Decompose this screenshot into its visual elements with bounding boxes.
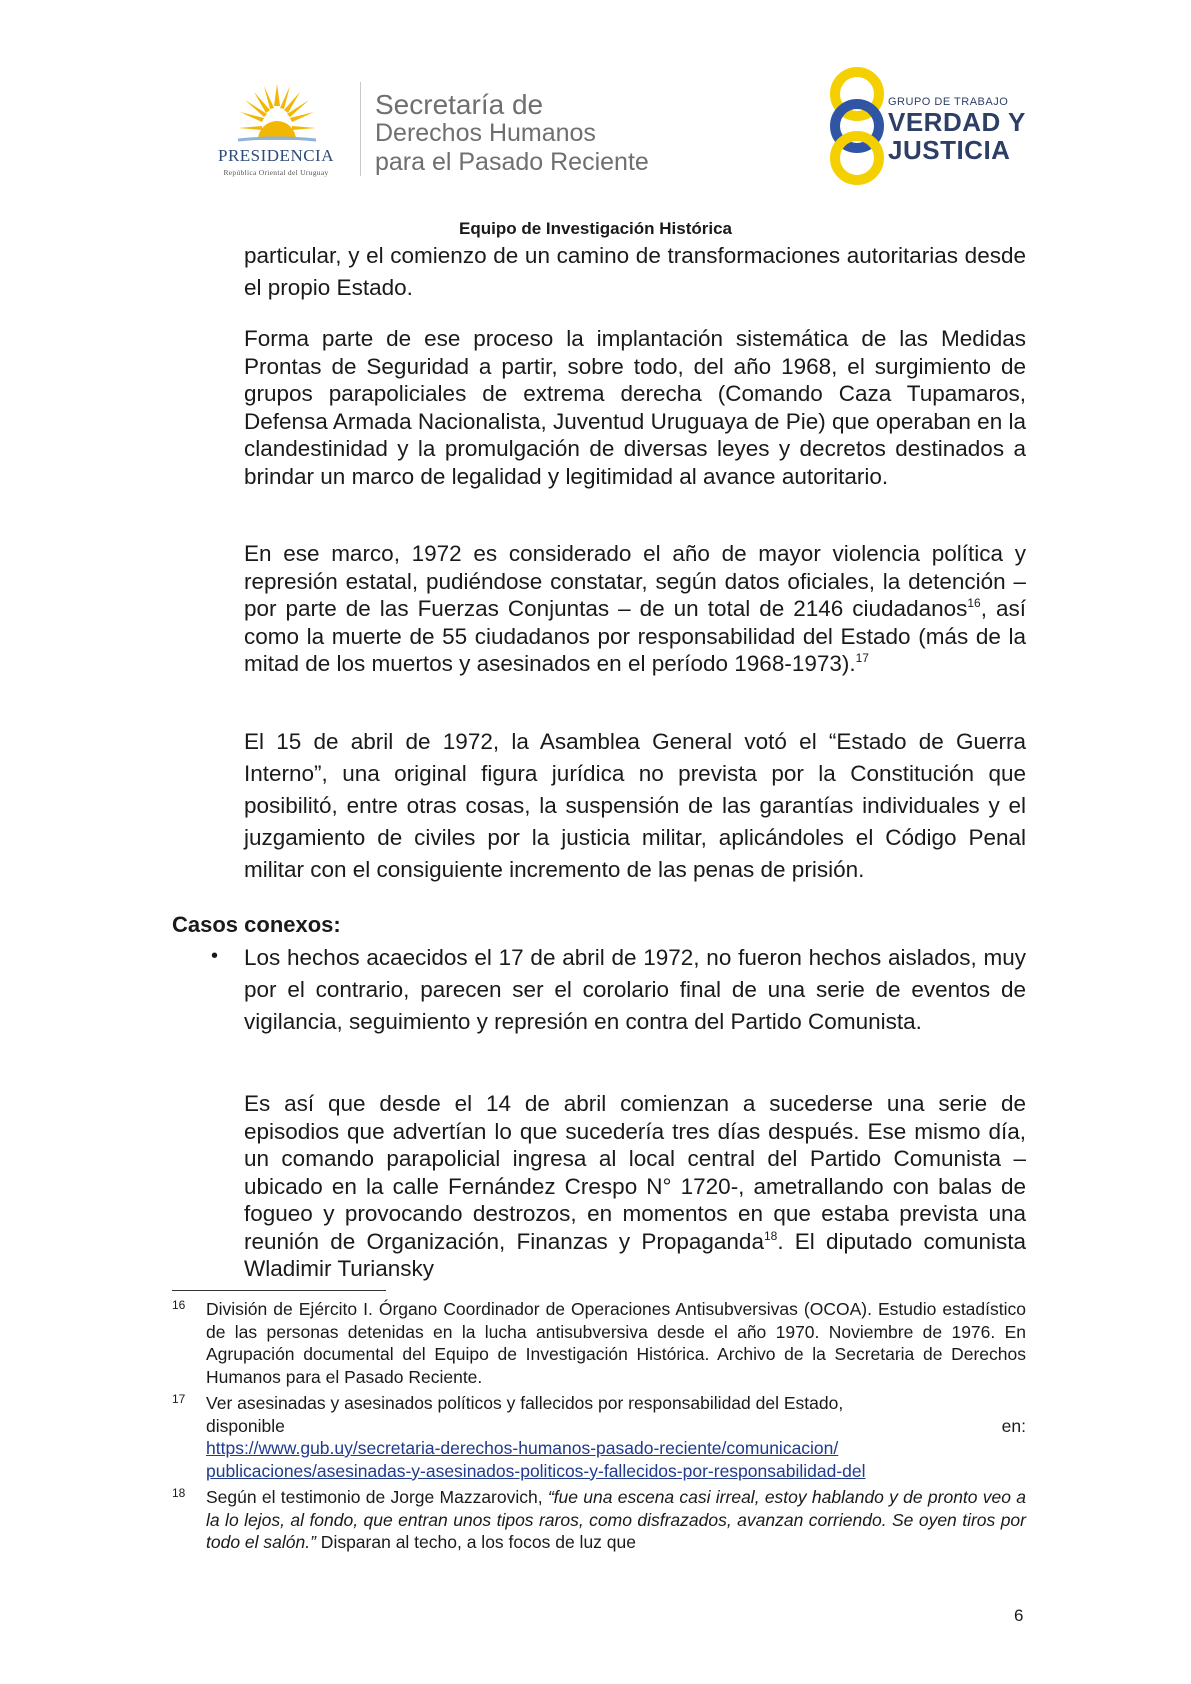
presidencia-subtitle: República Oriental del Uruguay (223, 168, 329, 177)
paragraph-3-part-2: , así como la muerte de 55 ciudadanos por responsabilidad del Estado (más de la mitad de los muertos y asesinados en el período 1968-1973). (244, 596, 1026, 676)
paragraph-5: Los hechos acaecidos el 17 de abril de 1972, no fueron hechos aislados, muy por el contrario, parecen ser el corolario final de una serie de eventos de vigilancia, seguimiento y represión en contra del Partido Comunista. (244, 945, 1026, 1034)
footnote-17-disponible: disponible (206, 1415, 285, 1436)
paragraph-3-part-1: En ese marco, 1972 es considerado el año de mayor violencia política y represión estatal, pudiéndose constatar, según datos oficiales, la detención – por parte de las Fuerzas Conjuntas – de un total de 2146 ciudadanos (244, 541, 1026, 621)
footnote-17-link-line-1[interactable]: https://www.gub.uy/secretaria-derechos-humanos-pasado-reciente/comunicacion/ (206, 1438, 839, 1458)
paragraph-6-part-1: Es así que desde el 14 de abril comienzan a sucederse una serie de episodios que advertían lo que sucedería tres días después. Ese mismo día, un comando parapolicial ingresa al local central del Partido Comunista –ubicado en la calle Fernández Crespo N° 1720-, ametrallando con balas de fogueo y provocando destrozos, en momentos en que estaba prevista una reunión de Organización, Finanzas y Propaganda (244, 1091, 1026, 1254)
paragraph-2: Forma parte de ese proceso la implantación sistemática de las Medidas Prontas de Seguridad a partir, sobre todo, del año 1968, el surgimiento de grupos parapoliciales de extrema derecha (Comando Caza Tupamaros, Defensa Armada Nacionalista, Juventud Uruguaya de Pie) que operaban en la clandestinidad y la promulgación de diversas leyes y decretos destinados a brindar un marco de legalidad y legitimidad al avance autoritario. (244, 326, 1026, 489)
footnote-18-quote: “fue una escena casi irreal, estoy hablando y de pronto veo a la lo lejos, al fondo, que entran unos tipos raros, como disfrazados, avanzan corriendo. Se oyen tiros por todo el salón.” (206, 1487, 1026, 1552)
presidencia-name: PRESIDENCIA (217, 146, 334, 165)
bullet-icon: • (211, 945, 219, 967)
footnote-18-number: 18 (172, 1486, 186, 1500)
secretaria-line-1: Secretaría de (375, 89, 544, 120)
grupo-line-1: GRUPO DE TRABAJO (888, 96, 1009, 108)
footnote-16: División de Ejército I. Órgano Coordinador de Operaciones Antisubversivas (OCOA). Estudio estadístico de las personas detenidas en la lucha antisubversiva desde el año 1970. Noviembre de 1976. En Agrupación documental del Equipo de Investigación Histórica. Archivo de la Secretaria de Derechos Humanos para el Pasado Reciente. (206, 1299, 1026, 1387)
secretaria-line-3: para el Pasado Reciente (375, 148, 649, 176)
page-number: 6 (1014, 1606, 1024, 1625)
footnote-17-link-line-2[interactable]: publicaciones/asesinadas-y-asesinados-politicos-y-fallecidos-por-responsabilidad-del (206, 1460, 866, 1481)
footnote-17-row (206, 1415, 1026, 1438)
footnote-separator (172, 1290, 386, 1291)
header-divider (360, 82, 361, 176)
grupo-line-3: JUSTICIA (888, 135, 1011, 165)
paragraph-1: particular, y el comienzo de un camino de transformaciones autoritarias desde el propio Estado. (244, 243, 1026, 300)
footnote-18-end: Disparan al techo, a los focos de luz que (315, 1532, 636, 1552)
paragraph-6-part-2: . El diputado comunista Wladimir Turiansky (244, 1228, 1026, 1281)
footnote-16-number: 16 (172, 1298, 186, 1312)
footnote-18 (206, 1486, 1026, 1554)
footnote-18-intro: Según el testimonio de Jorge Mazzarovich, (206, 1487, 548, 1507)
secretaria-title (375, 90, 649, 177)
team-title: Equipo de Investigación Histórica (459, 219, 732, 238)
paragraph-4: El 15 de abril de 1972, la Asamblea General votó el “Estado de Guerra Interno”, una original figura jurídica no prevista por la Constitución que posibilitó, entre otras cosas, la suspensión de las garantías individuales y el juzgamiento de civiles por la justicia militar, aplicándoles el Código Penal militar con el consiguiente incremento de las penas de prisión. (244, 729, 1026, 882)
secretaria-line-2: Derechos Humanos (375, 119, 596, 147)
footnote-ref-17[interactable]: 17 (855, 651, 869, 665)
grupo-trabajo-title (888, 96, 1026, 164)
sun-emblem-icon (236, 82, 318, 152)
footnote-17 (206, 1392, 1026, 1482)
section-heading: Casos conexos: (172, 912, 341, 937)
paragraph-6 (244, 1090, 1026, 1283)
footnote-17-number: 17 (172, 1392, 186, 1406)
footnote-ref-16[interactable]: 16 (967, 596, 981, 610)
footnote-ref-18[interactable]: 18 (763, 1228, 778, 1243)
presidencia-logo (196, 82, 356, 184)
footnote-17-en: en: (1001, 1415, 1026, 1436)
paragraph-3 (244, 540, 1026, 678)
footnote-17-text: Ver asesinadas y asesinados políticos y fallecidos por responsabilidad del Estado, (206, 1393, 844, 1413)
grupo-line-2: VERDAD Y (888, 107, 1026, 137)
